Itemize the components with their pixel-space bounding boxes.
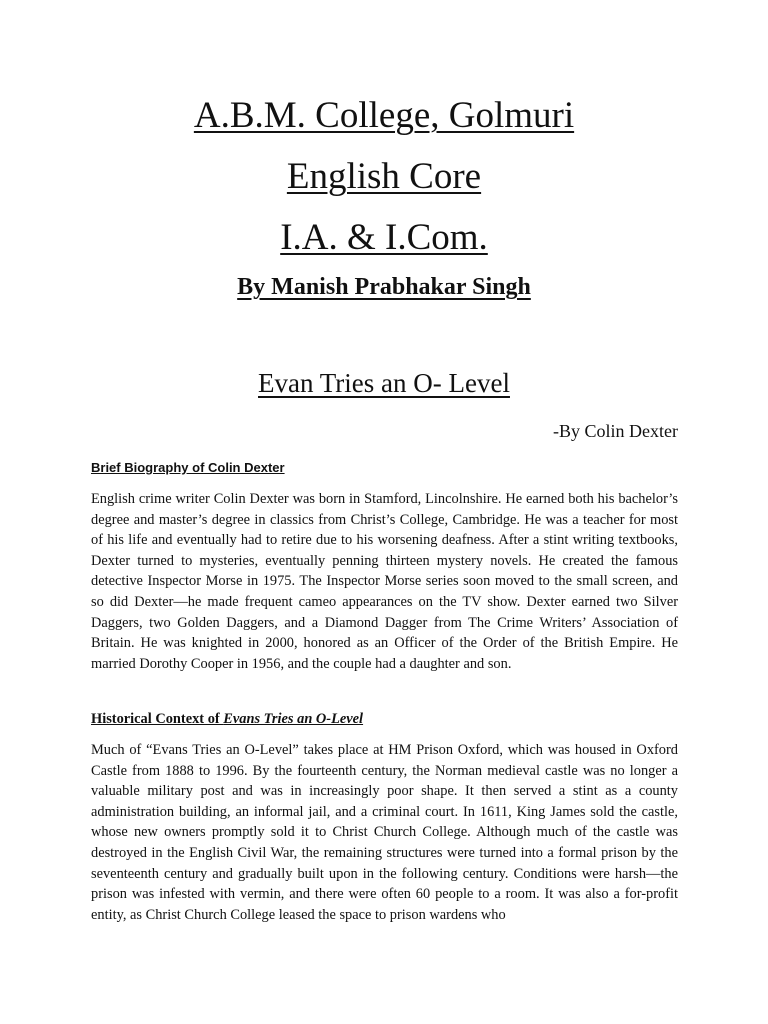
course-heading: English Core bbox=[286, 156, 482, 197]
biography-heading: Brief Biography of Colin Dexter bbox=[91, 460, 285, 475]
context-heading-prefix: Historical Context of bbox=[91, 711, 224, 727]
context-paragraph: Much of “Evans Tries an O-Level” takes place at HM Prison Oxford, which was housed in Oxford Castle from 1888 to 1996. By the fourteenth century, the Norman medieval castle was no longer a valuable military post and was in increasingly poor shape. It then served a stint as a county administration building, an informal jail, and a criminal court. In 1611, King James sold the castle, whose new owners promptly sold it to Christ Church College. Although much of the castle was destroyed in the English Civil War, the remaining structures were turned into a formal prison by the seventeenth century and gradually built upon in the following century. Conditions were harsh—the prison was infested with vermin, and there were often 60 people to a room. It was also a for-profit entity, as Christ Church College leased the space to prison wardens who bbox=[91, 742, 678, 923]
biography-paragraph: English crime writer Colin Dexter was born in Stamford, Lincolnshire. He earned both his bachelor’s degree and master’s degree in classics from Christ’s College, Cambridge. He was a teacher for most of his life and eventually had to retire due to his worsening deafness. After a stint writing textbooks, Dexter turned to mysteries, eventually penning thirteen mystery novels. He created the famous detective Inspector Morse in 1975. The Inspector Morse series soon moved to the small screen, and so did Dexter—he made frequent cameo appearances on the TV show. Dexter earned two Silver Daggers, two Golden Daggers, and a Diamond Dagger from The Crime Writers’ Association of Britain. He was knighted in 2000, honored as an Officer of the Order of the British Empire. He married Dorothy Cooper in 1956, and the couple had a daughter and son. bbox=[91, 491, 678, 672]
context-heading bbox=[91, 709, 363, 729]
author-heading: By Manish Prabhakar Singh bbox=[237, 274, 531, 300]
story-byline: -By Colin Dexter bbox=[553, 421, 678, 441]
class-heading: I.A. & I.Com. bbox=[280, 217, 488, 258]
college-heading: A.B.M. College, Golmuri bbox=[193, 95, 575, 136]
story-title: Evan Tries an O- Level bbox=[258, 368, 510, 398]
context-heading-title: Evans Tries an O-Level bbox=[223, 711, 364, 727]
